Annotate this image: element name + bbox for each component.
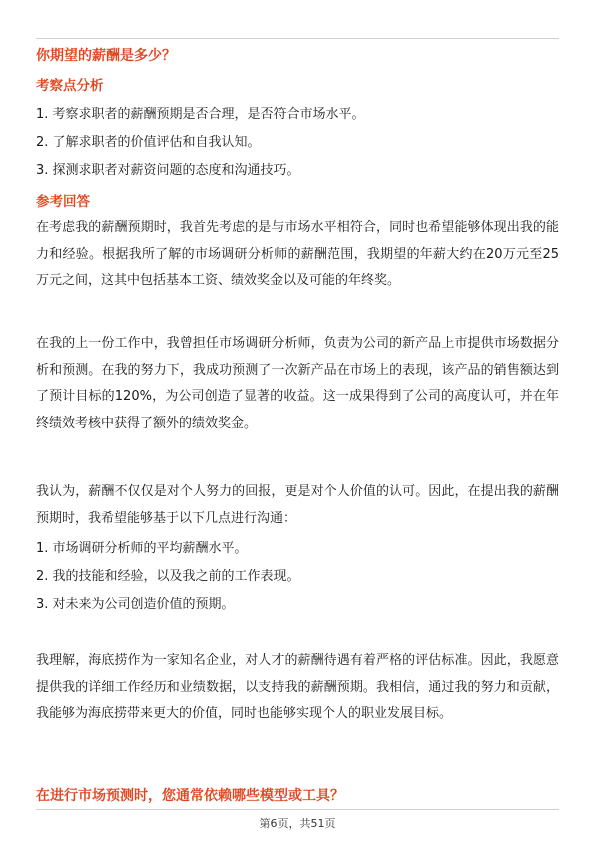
next-question-heading: 在进行市场预测时，您通常依赖哪些模型或工具？ [36, 788, 344, 804]
analysis-item: 3. 探测求职者对薪资问题的态度和沟通技巧。 [36, 163, 300, 178]
analysis-item: 1. 考察求职者的薪酬预期是否合理，是否符合市场水平。 [36, 107, 365, 122]
analysis-item: 2. 了解求职者的价值评估和自我认知。 [36, 135, 261, 150]
answer-point: 1. 市场调研分析师的平均薪酬水平。 [36, 541, 248, 556]
analysis-heading: 考察点分析 [36, 78, 104, 94]
answer-paragraph: 我理解，海底捞作为一家知名企业，对人才的薪酬待遇有着严格的评估标准。因此，我愿意提供我的详细工作经历和业绩数据，以支持我的薪酬预期。我相信，通过我的努力和贡献，我能够为海底捞带来更大的价值，同时也能够实现个人的职业发展目标。 [36, 653, 559, 721]
page-number: 第6页，共51页 [259, 817, 336, 830]
header-rule [36, 38, 559, 39]
answer-point: 2. 我的技能和经验，以及我之前的工作表现。 [36, 569, 300, 584]
answer-paragraph: 在我的上一份工作中，我曾担任市场调研分析师，负责为公司的新产品上市提供市场数据分析和预测。在我的努力下，我成功预测了一次新产品在市场上的表现，该产品的销售额达到了预计目标的120%，为公司创造了显著的收益。这一成果得到了公司的高度认可，并在年终绩效考核中获得了额外的绩效奖金。 [36, 336, 559, 431]
question-heading: 你期望的薪酬是多少？ [36, 48, 176, 64]
answer-paragraph: 在考虑我的薪酬预期时，我首先考虑的是与市场水平相符合，同时也希望能够体现出我的能力和经验。根据我所了解的市场调研分析师的薪酬范围，我期望的年薪大约在20万元至25万元之间，这其中包括基本工资、绩效奖金以及可能的年终奖。 [36, 220, 559, 288]
answer-point: 3. 对未来为公司创造价值的预期。 [36, 597, 235, 612]
answer-heading: 参考回答 [36, 194, 90, 210]
footer-rule [36, 809, 559, 810]
answer-paragraph: 我认为，薪酬不仅仅是对个人努力的回报，更是对个人价值的认可。因此，在提出我的薪酬预期时，我希望能够基于以下几点进行沟通： [36, 484, 559, 526]
